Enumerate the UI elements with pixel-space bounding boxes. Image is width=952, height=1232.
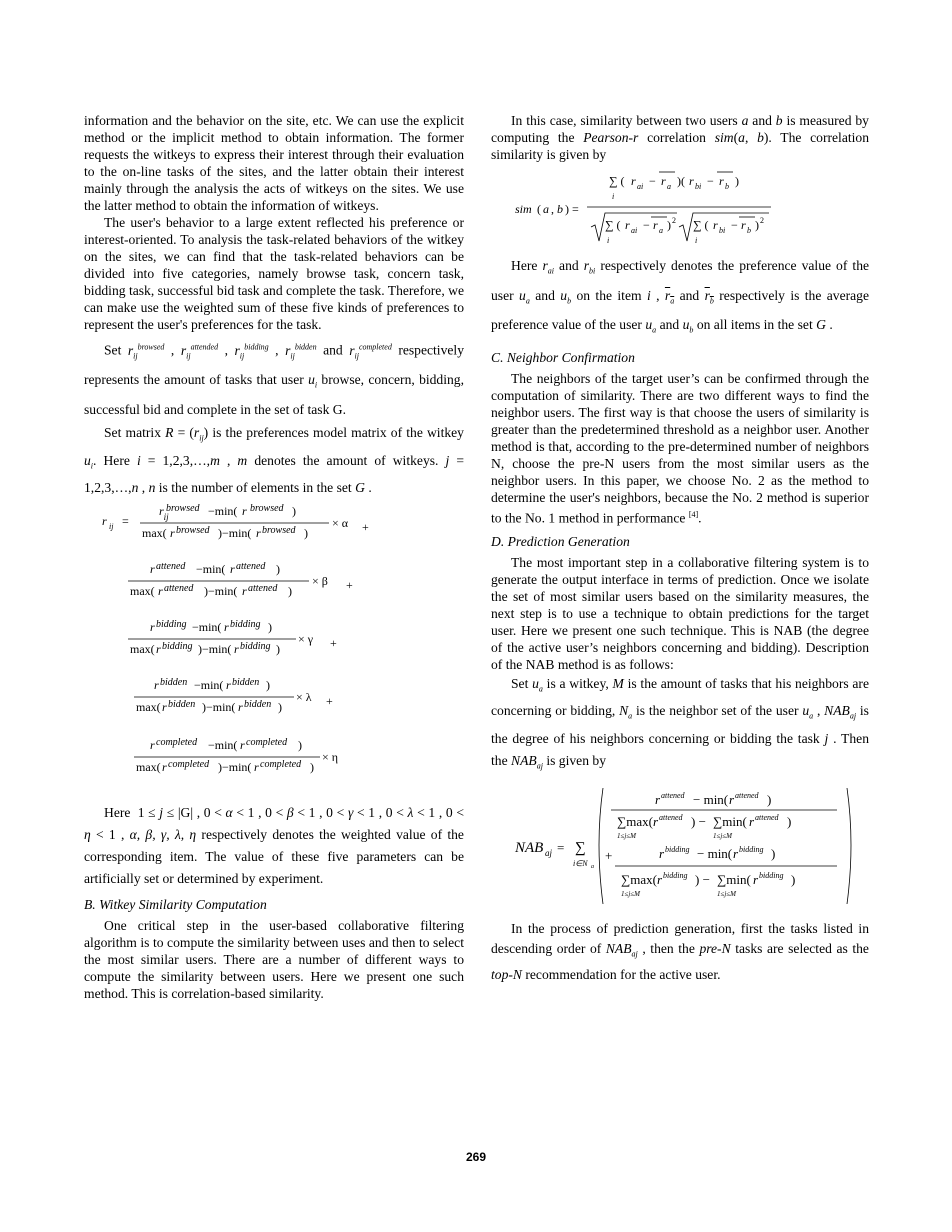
- svg-text:max(: max(: [130, 584, 155, 599]
- svg-text:1≤j≤M: 1≤j≤M: [621, 889, 640, 898]
- svg-text:): ): [298, 738, 302, 753]
- left-column: [84, 112, 464, 1002]
- svg-text:max(: max(: [142, 526, 167, 541]
- svg-text:sim: sim: [515, 202, 532, 216]
- paragraph: Set matrix $R = (r_{ij})$ is the preferences model matrix of the witkey $u_i$. Here i = 1,2,3,…,m , m denotes the amount of witkeys. j = 1,2,3,…,n , n is the number of elements in the set G .: [84, 424, 464, 496]
- svg-text:b: b: [557, 202, 563, 216]
- svg-text:NAB: NAB: [515, 839, 544, 856]
- svg-text:)−min(: )−min(: [202, 700, 236, 715]
- paragraph: The most important step in a collaborative filtering system is to generate the output interface in terms of prediction. Once we isolate the set of most similar users based on the similarity measures, the next step is to use a technique to obtain predictions for the target user. Here we present one such technique. This is NAB (the degree of the active user’s neighbors concerning and bidding). Description of the NAB method is as follows:: [491, 554, 869, 672]
- svg-text:): ): [288, 584, 292, 599]
- svg-text:): ): [791, 871, 796, 887]
- svg-text:r: r: [102, 514, 107, 529]
- svg-text:attened: attened: [735, 790, 759, 800]
- svg-text:∑ (: ∑ (: [605, 218, 621, 232]
- svg-text:): ): [667, 218, 671, 232]
- svg-text:bidden: bidden: [168, 699, 196, 711]
- svg-text:r: r: [741, 218, 746, 232]
- svg-text:attened: attened: [156, 561, 186, 573]
- svg-text:r: r: [661, 174, 666, 188]
- svg-text:× λ: × λ: [296, 690, 312, 705]
- svg-text:max(: max(: [136, 760, 161, 775]
- svg-text:∑ (: ∑ (: [693, 218, 709, 232]
- right-column: [491, 112, 869, 985]
- svg-text:) −: ) −: [695, 871, 710, 887]
- svg-text:r: r: [224, 620, 229, 635]
- svg-text:r: r: [753, 871, 759, 887]
- svg-text:bidding: bidding: [739, 844, 764, 854]
- paragraph: One critical step in the user-based collaborative filtering algorithm is to compute the similarity between uses and then to select the most similar users. There are a number of different ways to compute the similarity between users. Here we present one such method. This is correlation-based similarity.: [84, 918, 464, 1002]
- similarity-formula: [491, 167, 869, 250]
- section-heading: C. Neighbor Confirmation: [491, 350, 635, 366]
- svg-text:): ): [767, 791, 772, 807]
- svg-text:r: r: [170, 526, 175, 541]
- svg-text:)−min(: )−min(: [204, 584, 238, 599]
- svg-text:browsed: browsed: [250, 503, 284, 515]
- svg-text:bidding: bidding: [156, 619, 187, 631]
- svg-text:i: i: [612, 192, 615, 201]
- svg-text:r: r: [150, 738, 155, 753]
- svg-text:completed: completed: [260, 759, 302, 771]
- svg-text:i∈N: i∈N: [573, 858, 588, 868]
- paragraph: In this case, similarity between two users a and b is measured by computing the Pearson-r correlation sim(a, b). The correlation similarity is given by: [491, 113, 870, 162]
- svg-text:ai: ai: [631, 226, 638, 235]
- svg-text:r: r: [653, 218, 658, 232]
- svg-text:r: r: [689, 174, 694, 188]
- svg-text:−min(: −min(: [194, 678, 224, 693]
- svg-text:bidding: bidding: [665, 844, 690, 854]
- svg-text:r: r: [154, 678, 159, 693]
- svg-text:a: a: [667, 182, 671, 191]
- paragraph: Here 1 ≤ j ≤ |G| , 0 < α < 1 , 0 < β < 1 , 0 < γ < 1 , 0 < λ < 1 , 0 < η < 1 , α, β, γ, λ, η respectively denotes the weighted value of the corresponding item. The value of these five parameters can be artificially set or determined by experiment.: [84, 805, 464, 887]
- svg-text:r: r: [158, 584, 163, 599]
- paragraph: Set $u_a$ is a witkey, M is the amount of tasks that his neighbors are concerning or bidding, $N_a$ is the neighbor set of the user $u_a$ , $NAB_{aj}$ is the degree of his neighbors concerning or bidding the task j . Then the $NAB_{aj}$ is given by: [491, 675, 869, 771]
- svg-text:−min(: −min(: [192, 620, 222, 635]
- svg-text:): ): [735, 174, 739, 188]
- svg-text:) =: ) =: [565, 202, 579, 216]
- svg-text:− min(: − min(: [697, 845, 733, 861]
- svg-text:× η: × η: [322, 750, 339, 765]
- svg-text:+: +: [346, 578, 353, 593]
- svg-text:): ): [276, 642, 280, 657]
- svg-text:attened: attened: [164, 583, 194, 595]
- page-number: 269: [465, 1150, 487, 1164]
- svg-text:2: 2: [760, 216, 764, 225]
- nab-formula: [491, 782, 869, 915]
- svg-text:b: b: [725, 182, 729, 191]
- svg-text:): ): [787, 813, 792, 829]
- paragraph: Set $r_{ij}^{browsed}$ , $r_{ij}^{attended}$ , $r_{ij}^{bidding}$ , $r_{ij}^{bidden}$ and $r_{ij}^{completed}$ respectively represents the amount of tasks that user $u_i$ browse, concern, bidding, successful bid and complete in the set of task G.: [84, 342, 465, 417]
- svg-text:browsed: browsed: [262, 525, 296, 537]
- svg-text:+: +: [330, 636, 337, 651]
- svg-text:bi: bi: [719, 226, 726, 235]
- svg-text:): ): [292, 504, 296, 519]
- svg-text:r: r: [749, 813, 755, 829]
- svg-text:bidding: bidding: [230, 619, 261, 631]
- svg-text:max(: max(: [136, 700, 161, 715]
- svg-text:r: r: [230, 562, 235, 577]
- svg-text:∑max(: ∑max(: [621, 871, 657, 887]
- svg-text:∑max(: ∑max(: [617, 813, 653, 829]
- svg-text:r: r: [657, 871, 663, 887]
- svg-text:+: +: [326, 694, 333, 709]
- svg-text:)−min(: )−min(: [198, 642, 232, 657]
- svg-text:r: r: [719, 174, 724, 188]
- rij-formula: [84, 503, 464, 798]
- svg-text:r: r: [625, 218, 630, 232]
- svg-text:a: a: [659, 226, 663, 235]
- paragraph: The neighbors of the target user’s can be confirmed through the computation of similarity. There are two different ways to find the neighbor users. The first way is that choose the users of similarity is greater than the predetermined threshold as a neighbor user. Another method is that, according to the pre-determined number of neighbors N, choose the pre-N users from the most similar users as the neighbor users. In this paper, we choose No. 2 as the method to determine the user's neighbors, because the No. 2 method is superior to the No. 1 method in performance [4].: [491, 371, 869, 526]
- svg-text:browsed: browsed: [176, 525, 210, 537]
- svg-text:r: r: [150, 562, 155, 577]
- svg-text:bidden: bidden: [160, 677, 188, 689]
- svg-text:1≤j≤M: 1≤j≤M: [617, 831, 636, 840]
- svg-text:b: b: [747, 226, 751, 235]
- svg-text:attened: attened: [236, 561, 266, 573]
- paragraph: In the process of prediction generation, first the tasks listed in descending order of $NAB_{aj}$ , then the pre-N tasks are selected as the top-N recommendation for the active user.: [491, 920, 869, 982]
- svg-text:r: r: [226, 678, 231, 693]
- svg-text:): ): [278, 700, 282, 715]
- svg-text:−: −: [643, 218, 650, 232]
- svg-text:∑: ∑: [575, 839, 586, 856]
- svg-text:−min(: −min(: [208, 738, 238, 753]
- svg-text:completed: completed: [168, 759, 210, 771]
- svg-text:× γ: × γ: [298, 632, 314, 647]
- svg-text:rij: $r_{ij}$: [159, 504, 169, 523]
- svg-text:r: r: [729, 791, 735, 807]
- svg-text:=: =: [557, 839, 565, 855]
- svg-text:attened: attened: [755, 812, 779, 822]
- svg-text:bidden: bidden: [232, 677, 260, 689]
- svg-text:r: r: [631, 174, 636, 188]
- svg-text:−min(: −min(: [208, 504, 238, 519]
- svg-text:completed: completed: [246, 737, 288, 749]
- svg-text:r: r: [150, 620, 155, 635]
- svg-text:r: r: [653, 813, 659, 829]
- svg-text:) −: ) −: [691, 813, 706, 829]
- svg-text:): ): [755, 218, 759, 232]
- svg-text:∑ (: ∑ (: [609, 174, 625, 188]
- svg-text:)−min(: )−min(: [218, 760, 252, 775]
- svg-text:∑min(: ∑min(: [713, 813, 747, 829]
- svg-text:r: r: [240, 738, 245, 753]
- svg-text:bidding: bidding: [162, 641, 193, 653]
- svg-text:bi: bi: [695, 182, 702, 191]
- paragraph: The user's behavior to a large extent reflected his preference or interest-oriented. To analysis the task-related behaviors of the witkey on the sites, we can find that the task-related behaviors can be divided into five categories, namely browse task, concern task, bidding task, successful bid task and complete the task. Therefore, we can make use the weighted sum of these five kinds of preferences to represent the user's preferences for the task.: [84, 215, 464, 332]
- svg-text:=: =: [122, 514, 129, 529]
- svg-text:r: r: [162, 700, 167, 715]
- section-heading: D. Prediction Generation: [491, 533, 630, 549]
- svg-text:completed: completed: [156, 737, 198, 749]
- svg-text:a: a: [543, 202, 549, 216]
- svg-text:attened: attened: [659, 812, 683, 822]
- svg-text:r: r: [242, 584, 247, 599]
- svg-text:r: r: [156, 642, 161, 657]
- svg-text:browsed: browsed: [166, 503, 200, 515]
- svg-text:∑min(: ∑min(: [717, 871, 751, 887]
- svg-text:,: ,: [551, 202, 554, 216]
- svg-text:): ): [310, 760, 314, 775]
- svg-text:r: r: [256, 526, 261, 541]
- svg-text:− min(: − min(: [693, 791, 729, 807]
- svg-text:× β: × β: [312, 574, 328, 589]
- svg-text:+: +: [362, 520, 369, 535]
- svg-text:r: r: [242, 504, 247, 519]
- svg-text:r: r: [254, 760, 259, 775]
- svg-text:aj: aj: [545, 847, 553, 858]
- svg-text:r: r: [733, 845, 739, 861]
- svg-text:r: r: [234, 642, 239, 657]
- svg-text:r: r: [655, 791, 661, 807]
- svg-text:): ): [276, 562, 280, 577]
- svg-text:−: −: [649, 174, 656, 188]
- svg-text:2: 2: [672, 216, 676, 225]
- svg-text:−min(: −min(: [196, 562, 226, 577]
- paragraph: Here $r_{ai}$ and $r_{bi}$ respectively denotes the preference value of the user $u_a$ and $u_b$ on the item i , $r_a$ and $r_b$ respectively is the average preference value of the user $u_a$ and $u_b$ on all items in the set G .: [491, 258, 870, 336]
- paragraph: information and the behavior on the site, etc. We can use the explicit method or the implicit method to obtain information. The former requests the witkeys to express their interest through their evaluation to the on-line tasks of the sites, and the latter obtain their interest mainly through the analysis the acts of witkeys on the sites. We use the latter method to obtain the information of witkeys.: [84, 113, 464, 213]
- svg-text:−: −: [731, 218, 738, 232]
- svg-text:): ): [771, 845, 776, 861]
- svg-text:i: i: [695, 236, 698, 245]
- svg-text:max(: max(: [130, 642, 155, 657]
- svg-text:bidding: bidding: [663, 870, 688, 880]
- svg-text:)−min(: )−min(: [218, 526, 252, 541]
- svg-text:): ): [304, 526, 308, 541]
- svg-text:bidden: bidden: [244, 699, 272, 711]
- svg-text:r: r: [713, 218, 718, 232]
- svg-text:r: r: [659, 845, 665, 861]
- svg-text:r: r: [162, 760, 167, 775]
- svg-text:): ): [266, 678, 270, 693]
- svg-text:attened: attened: [248, 583, 278, 595]
- svg-text:): ): [268, 620, 272, 635]
- svg-text:)(: )(: [677, 174, 685, 188]
- svg-text:1≤j≤M: 1≤j≤M: [713, 831, 732, 840]
- svg-text:bidding: bidding: [759, 870, 784, 880]
- svg-text:+: +: [605, 847, 613, 863]
- svg-text:a: a: [591, 863, 594, 870]
- svg-text:× α: × α: [332, 516, 349, 531]
- svg-text:attened: attened: [661, 790, 685, 800]
- svg-text:−: −: [707, 174, 714, 188]
- section-heading: B. Witkey Similarity Computation: [84, 897, 267, 913]
- svg-text:ij: ij: [109, 522, 114, 532]
- svg-text:ai: ai: [637, 182, 644, 191]
- svg-text:i: i: [607, 236, 610, 245]
- svg-text:bidding: bidding: [240, 641, 271, 653]
- svg-text:r: r: [238, 700, 243, 715]
- svg-text:1≤j≤M: 1≤j≤M: [717, 889, 736, 898]
- svg-text:(: (: [537, 202, 541, 216]
